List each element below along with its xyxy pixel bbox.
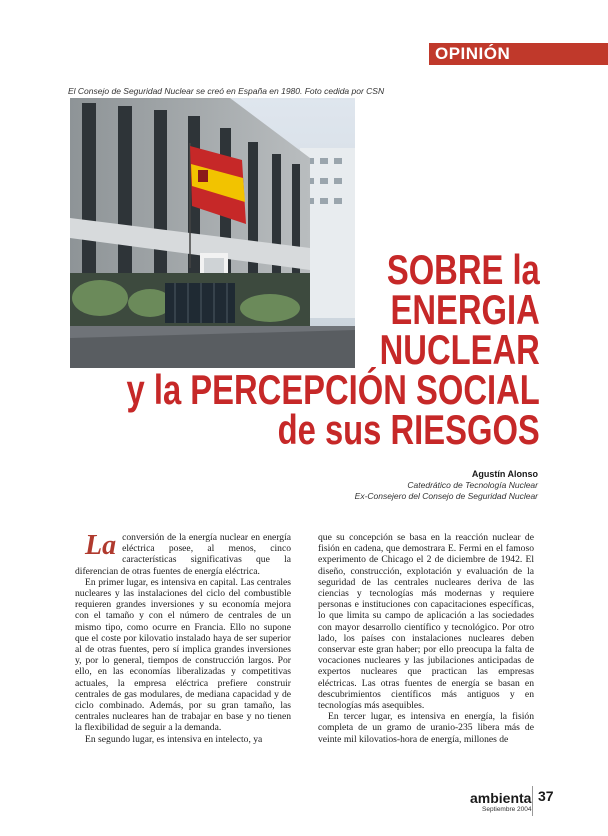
footer-divider	[532, 786, 533, 816]
text-column-right	[318, 532, 534, 745]
drop-cap: La	[85, 530, 117, 561]
paragraph	[75, 532, 291, 577]
paragraph: En segundo lugar, es intensiva en intelecto, ya	[85, 733, 263, 745]
magazine-brand: ambienta	[470, 790, 532, 806]
author-name: Agustín Alonso	[471, 469, 538, 479]
title-line: y la PERCEPCIÓN SOCIAL	[126, 366, 540, 413]
article-title	[126, 246, 540, 453]
page-number: 37	[538, 788, 554, 804]
paragraph-text: conversión de la energía nuclear en energía eléctrica posee, al menos, cinco características significativas que la diferencian de otras fuentes de energía eléctrica.	[75, 532, 291, 577]
issue-date: Septiembre 2004	[482, 806, 532, 813]
title-line: de sus RIESGOS	[277, 406, 540, 453]
paragraph: En primer lugar, es intensiva en capital. Las centrales nucleares y las instalaciones del ciclo del combustible requieren grandes inversiones y su economía mejora con el tamaño y con el número de centrales de un mismo tipo, como ocurre en Francia. Ello no supone que el coste por kilovatio instalado haya de ser superior al de otras fuentes, pero sí implica grandes inversiones y, por lo general, tiempos de construcción largos. Por ello, en las economías liberalizadas y competitivas actuales, la empresa eléctrica prefiere construir centrales de gas modulares, de mediana capacidad y de ciclo combinado. Además, por su gran tamaño, las centrales nucleares han de trabajar en base y no tienen la flexibilidad de seguir a la demanda.	[75, 576, 291, 734]
title-line: ENERGIA	[390, 286, 540, 333]
author-role: Catedrático de Tecnología Nuclear	[407, 480, 538, 490]
author-block	[355, 469, 538, 502]
section-tag: OPINIÓN	[429, 43, 608, 65]
text-column-left	[75, 532, 291, 745]
author-role: Ex-Consejero del Consejo de Seguridad Nuclear	[354, 491, 538, 501]
paragraph: que su concepción se basa en la reacción nuclear de fisión en cadena, que demostrara E. Fermi en el famoso experimento de Chicago el 2 de diciembre de 1942. El diseño, construcción, explotación y evaluación de la seguridad de las centrales nucleares deriva de las ciencias y tecnologías más modernas y requiere personas e instituciones con capacitaciones específicas, lo que limita su campo de aplicación a las sociedades con mayor desarrollo científico y tecnológico. Por otro lado, los países con instalaciones nucleares deben conservar este gran haber; por ello preocupa la falta de vocaciones nucleares y las jubilaciones anticipadas de expertos nucleares que practican las empresas eléctricas. Las otras fuentes de energía se basan en descubrimientos científicos más antiguos y en tecnologías más asequibles.	[318, 532, 534, 712]
title-line: SOBRE la	[387, 246, 540, 293]
title-line: NUCLEAR	[379, 326, 540, 373]
paragraph: En tercer lugar, es intensiva en energía, la fisión completa de un gramo de uranio-235 libera más de veinte mil kilovatios-hora de energía, millones de	[318, 711, 534, 745]
photo-caption: El Consejo de Seguridad Nuclear se creó en España en 1980. Foto cedida por CSN	[68, 86, 385, 96]
